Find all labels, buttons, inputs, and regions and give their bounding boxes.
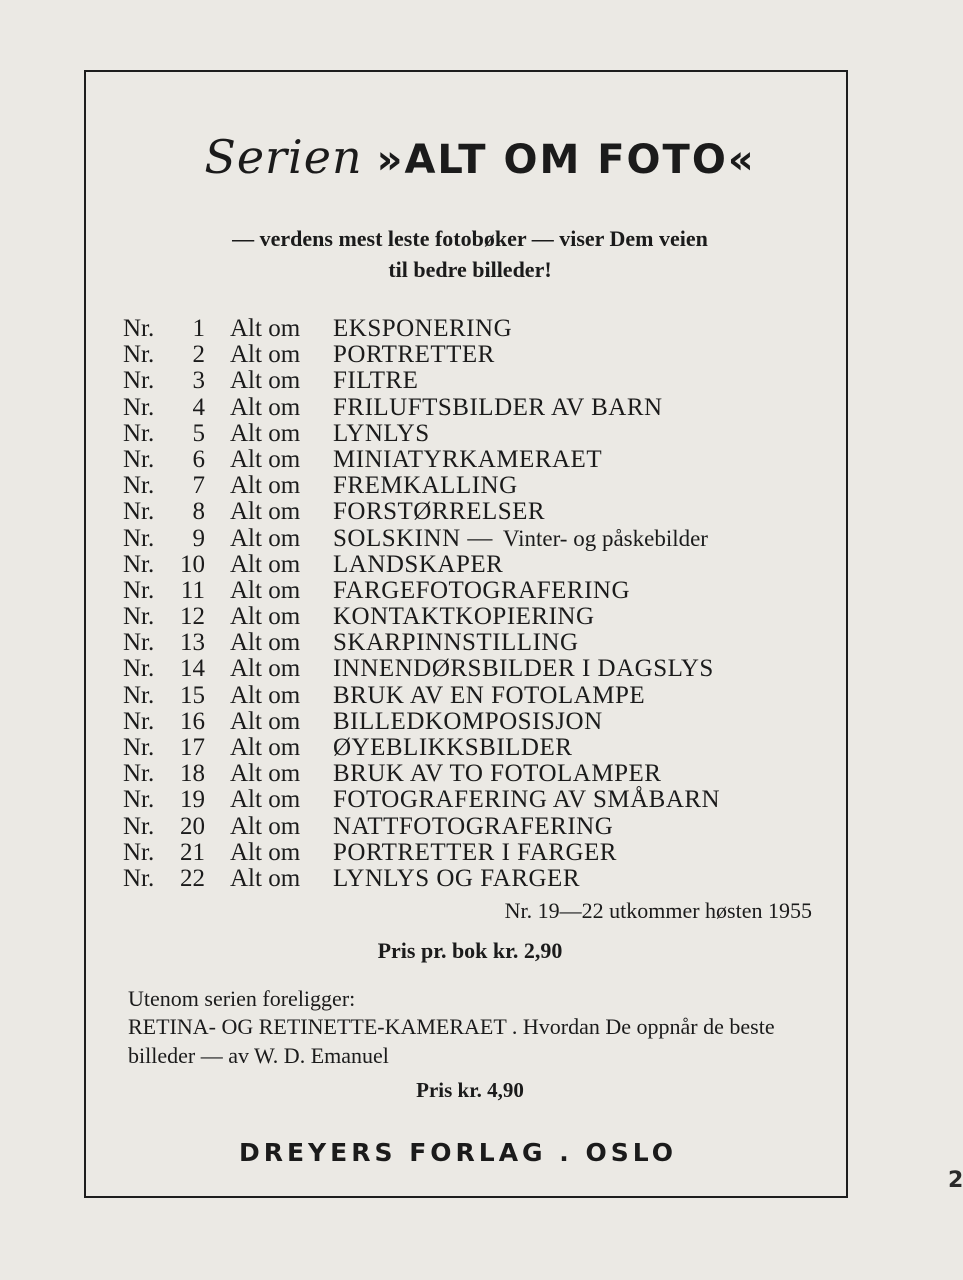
book-title	[333, 604, 595, 630]
book-number: 15	[180, 681, 205, 709]
book-title-main: FREMKALLING	[333, 472, 518, 500]
book-prefix: Alt om	[230, 576, 301, 604]
book-nr-label: Nr.	[123, 315, 155, 342]
publisher-name: DREYERS FORLAG . OSLO	[238, 1138, 678, 1167]
book-prefix: Alt om	[230, 681, 301, 709]
book-nr-label: Nr.	[123, 445, 155, 473]
page-edge-mark: 2	[948, 1168, 963, 1193]
list-item	[123, 552, 823, 578]
book-title-main: MINIATYRKAMERAET	[333, 445, 603, 473]
book-title-main: PORTRETTER I FARGER	[333, 838, 617, 866]
book-title	[333, 421, 430, 447]
book-title	[333, 552, 503, 578]
book-title-main: FOTOGRAFERING AV SMÅBARN	[333, 786, 721, 814]
book-number: 21	[180, 838, 205, 866]
list-item	[123, 316, 823, 342]
book-title	[333, 840, 617, 866]
tagline-line-2: til bedre billeder!	[388, 257, 552, 282]
book-title-main: FORSTØRRELSER	[333, 498, 546, 526]
list-item	[123, 421, 823, 447]
book-title	[333, 499, 545, 525]
publication-note: Nr. 19—22 utkommer høsten 1955	[504, 898, 812, 923]
list-item	[123, 342, 823, 368]
title-bold-text: »ALT OM FOTO«	[376, 137, 756, 183]
book-subtitle: Vinter- og påskebilder	[502, 525, 708, 551]
book-number: 6	[192, 445, 205, 473]
list-item	[123, 447, 823, 473]
book-number: 13	[180, 629, 205, 657]
book-number: 10	[180, 550, 205, 578]
book-title	[333, 787, 720, 813]
list-item	[123, 499, 823, 525]
book-nr-label: Nr.	[123, 707, 155, 735]
book-prefix: Alt om	[230, 812, 301, 840]
book-title-main: SKARPINNSTILLING	[333, 629, 579, 657]
list-item	[123, 787, 823, 813]
book-nr-label: Nr.	[123, 524, 155, 552]
book-title	[333, 866, 580, 892]
book-prefix: Alt om	[230, 472, 301, 500]
book-title	[333, 368, 418, 394]
book-nr-label: Nr.	[123, 838, 155, 866]
book-nr-label: Nr.	[123, 864, 155, 892]
book-prefix: Alt om	[230, 367, 301, 395]
book-nr-label: Nr.	[123, 419, 155, 447]
book-prefix: Alt om	[230, 707, 301, 735]
book-prefix: Alt om	[230, 498, 301, 526]
book-nr-label: Nr.	[123, 812, 155, 840]
book-nr-label: Nr.	[123, 734, 155, 761]
book-number: 1	[192, 315, 205, 342]
book-prefix: Alt om	[230, 786, 301, 814]
book-number: 2	[192, 341, 205, 369]
list-item	[123, 473, 823, 499]
book-prefix: Alt om	[230, 864, 301, 892]
book-title	[333, 735, 572, 761]
book-nr-label: Nr.	[123, 367, 155, 395]
book-title	[333, 656, 714, 682]
book-number: 9	[192, 524, 205, 552]
book-nr-label: Nr.	[123, 681, 155, 709]
extra-book-description: RETINA- OG RETINETTE-KAMERAET . Hvordan De oppnår de beste billeder — av W. D. Emanuel	[128, 1014, 775, 1068]
book-title-main: KONTAKTKOPIERING	[333, 603, 595, 631]
extra-heading: Utenom serien foreligger:	[128, 986, 356, 1011]
book-title	[333, 709, 603, 735]
book-prefix: Alt om	[230, 760, 301, 788]
list-item	[123, 761, 823, 787]
book-prefix: Alt om	[230, 629, 301, 657]
book-title-main: INNENDØRSBILDER I DAGSLYS	[333, 655, 714, 683]
list-item	[123, 656, 823, 682]
book-title-main: FILTRE	[333, 367, 419, 395]
book-nr-label: Nr.	[123, 786, 155, 814]
list-item	[123, 735, 823, 761]
book-prefix: Alt om	[230, 419, 301, 447]
book-title	[333, 316, 512, 342]
book-nr-label: Nr.	[123, 655, 155, 683]
book-title-main: LYNLYS OG FARGER	[333, 864, 580, 892]
book-title	[333, 473, 518, 499]
title-script-word: Serien	[204, 130, 363, 184]
book-number: 3	[192, 367, 205, 395]
book-title	[333, 395, 663, 421]
book-list	[123, 316, 823, 892]
list-item	[123, 866, 823, 892]
book-number: 18	[180, 760, 205, 788]
book-title	[333, 342, 495, 368]
book-nr-label: Nr.	[123, 472, 155, 500]
series-title	[0, 130, 960, 184]
book-number: 11	[180, 576, 205, 604]
book-number: 4	[192, 393, 205, 421]
list-item	[123, 368, 823, 394]
book-number: 8	[192, 498, 205, 526]
list-item	[123, 630, 823, 656]
book-nr-label: Nr.	[123, 629, 155, 657]
series-price: Pris pr. bok kr. 2,90	[377, 938, 563, 963]
book-title-main: SOLSKINN —	[333, 524, 493, 552]
book-title-main: BRUK AV TO FOTOLAMPER	[333, 760, 662, 788]
book-nr-label: Nr.	[123, 550, 155, 578]
book-title	[333, 578, 630, 604]
book-title-main: NATTFOTOGRAFERING	[333, 812, 614, 840]
book-title-main: EKSPONERING	[333, 315, 513, 342]
list-item	[123, 526, 823, 552]
book-number: 17	[180, 734, 205, 761]
list-item	[123, 604, 823, 630]
book-title	[333, 630, 579, 656]
book-title	[333, 761, 661, 787]
book-prefix: Alt om	[230, 445, 301, 473]
book-nr-label: Nr.	[123, 498, 155, 526]
book-title	[333, 814, 613, 840]
book-title-main: ØYEBLIKKSBILDER	[333, 734, 573, 761]
book-prefix: Alt om	[230, 838, 301, 866]
list-item	[123, 840, 823, 866]
book-title-main: FRILUFTSBILDER AV BARN	[333, 393, 663, 421]
book-number: 19	[180, 786, 205, 814]
list-item	[123, 395, 823, 421]
book-title-main: LYNLYS	[333, 419, 430, 447]
book-number: 5	[192, 419, 205, 447]
book-title-main: LANDSKAPER	[333, 550, 504, 578]
book-title	[333, 447, 602, 473]
book-number: 14	[180, 655, 205, 683]
book-title	[333, 683, 645, 709]
book-nr-label: Nr.	[123, 760, 155, 788]
book-nr-label: Nr.	[123, 576, 155, 604]
book-nr-label: Nr.	[123, 603, 155, 631]
book-title	[333, 526, 708, 552]
list-item	[123, 814, 823, 840]
book-prefix: Alt om	[230, 603, 301, 631]
book-number: 16	[180, 707, 205, 735]
book-title-main: BILLEDKOMPOSISJON	[333, 707, 603, 735]
list-item	[123, 683, 823, 709]
book-title-main: FARGEFOTOGRAFERING	[333, 576, 631, 604]
extra-price: Pris kr. 4,90	[416, 1078, 524, 1102]
book-prefix: Alt om	[230, 655, 301, 683]
book-prefix: Alt om	[230, 524, 301, 552]
book-title-main: BRUK AV EN FOTOLAMPE	[333, 681, 646, 709]
list-item	[123, 709, 823, 735]
book-prefix: Alt om	[230, 315, 301, 342]
tagline-line-1: — verdens mest leste fotobøker — viser Dem veien	[232, 226, 708, 251]
list-item	[123, 578, 823, 604]
book-nr-label: Nr.	[123, 341, 155, 369]
book-number: 12	[180, 603, 205, 631]
book-prefix: Alt om	[230, 341, 301, 369]
book-number: 20	[180, 812, 205, 840]
book-prefix: Alt om	[230, 550, 301, 578]
book-title-main: PORTRETTER	[333, 341, 495, 369]
book-prefix: Alt om	[230, 734, 301, 761]
book-number: 7	[192, 472, 205, 500]
book-number: 22	[180, 864, 205, 892]
book-prefix: Alt om	[230, 393, 301, 421]
book-nr-label: Nr.	[123, 393, 155, 421]
